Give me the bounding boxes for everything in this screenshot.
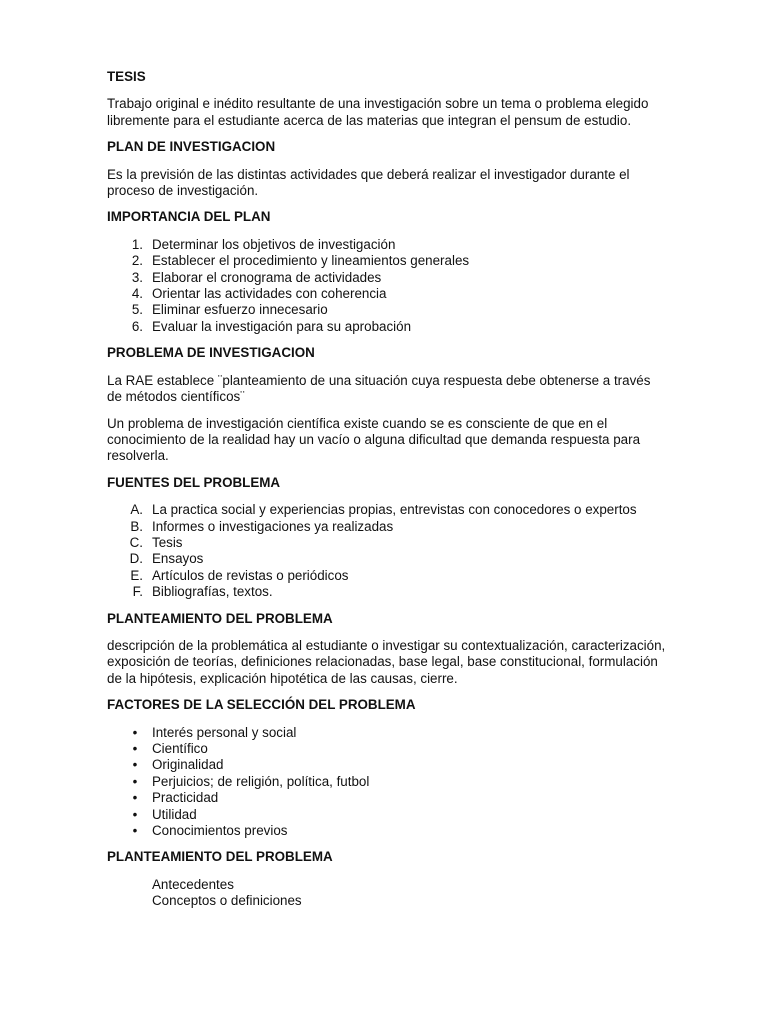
list-item-text: Eliminar esfuerzo innecesario [152,302,328,318]
document-page [107,69,667,910]
paragraph-planteamiento: descripción de la problemática al estudiante o investigar su contextualización, caracterización, exposición de teorías, definiciones relacionadas, base legal, base constitucional, formulación de la hipótesis, explicación hipotética de las causas, cierre. [107,637,666,686]
paragraph-tesis: Trabajo original e inédito resultante de una investigación sobre un tema o problema elegido libremente para el estudiante acerca de las materias que integran el pensum de estudio. [107,96,649,128]
list-item-text: Bibliografías, textos. [152,584,273,600]
list-item [107,253,667,269]
list-item-text: Originalidad [152,757,224,773]
list-item [107,757,667,773]
bullet-icon: • [132,724,138,740]
list-item-text: Evaluar la investigación para su aprobación [152,318,412,334]
list-marker: 4. [131,286,143,302]
list-item-text: Ensayos [152,551,204,567]
list-marker: D. [129,551,143,567]
indented-item: Antecedentes [152,876,234,892]
list-marker: F. [132,584,143,600]
list-item-text: Determinar los objetivos de investigación [152,236,396,252]
bullet-icon: • [132,790,138,806]
list-item-text: Conocimientos previos [152,823,288,839]
list-marker: B. [130,518,143,534]
paragraph-problema-rae: La RAE establece ¨planteamiento de una situación cuya respuesta debe obtenerse a través de métodos científicos¨ [107,372,651,405]
list-item-text: Informes o investigaciones ya realizadas [152,518,394,534]
factores-list [107,725,667,840]
heading-planteamiento-2: PLANTEAMIENTO DEL PROBLEMA [107,849,333,865]
fuentes-list [107,502,667,600]
list-item [107,823,667,839]
list-marker: 6. [131,318,143,334]
list-item [107,584,667,600]
list-item-text: Tesis [152,534,183,550]
paragraph-problema-definicion: Un problema de investigación científica existe cuando se es consciente de que en el conocimiento de la realidad hay un vacío o alguna dificultad que demanda respuesta para resolverla. [107,415,641,464]
list-item [107,519,667,535]
list-item-text: Utilidad [152,806,197,822]
heading-importancia: IMPORTANCIA DEL PLAN [107,209,271,225]
list-item [107,502,667,518]
importancia-list [107,237,667,335]
list-item [107,551,667,567]
list-item [107,568,667,584]
list-item [107,270,667,286]
heading-planteamiento: PLANTEAMIENTO DEL PROBLEMA [107,610,333,626]
indented-item: Conceptos o definiciones [152,893,302,909]
list-item-text: Establecer el procedimiento y lineamientos generales [152,253,470,269]
list-item-text: Científico [152,741,208,756]
list-item-text: Artículos de revistas o periódicos [152,567,349,583]
list-item [107,535,667,551]
heading-fuentes: FUENTES DEL PROBLEMA [107,474,281,490]
bullet-icon: • [132,757,138,773]
list-item [107,725,667,741]
list-marker: 1. [131,236,143,252]
bullet-icon: • [132,823,138,839]
list-marker: A. [130,502,143,518]
list-item [107,807,667,823]
list-item [107,741,667,757]
list-item-text: Elaborar el cronograma de actividades [152,269,382,285]
list-item [107,237,667,253]
bullet-icon: • [132,741,138,756]
heading-plan: PLAN DE INVESTIGACION [107,139,276,155]
list-item [107,286,667,302]
list-item [107,319,667,335]
list-marker: 3. [131,269,143,285]
list-marker: E. [130,567,143,583]
list-item [107,774,667,790]
list-item [107,790,667,806]
list-item-text: Practicidad [152,790,219,806]
list-item-text: Interés personal y social [152,724,297,740]
list-item-text: Perjuicios; de religión, política, futbol [152,773,370,789]
heading-factores: FACTORES DE LA SELECCIÓN DEL PROBLEMA [107,697,416,713]
list-marker: C. [129,534,143,550]
bullet-icon: • [132,806,138,822]
paragraph-plan: Es la previsión de las distintas actividades que deberá realizar el investigador durante el proceso de investigación. [107,166,630,199]
list-marker: 2. [131,253,143,269]
list-item-text: Orientar las actividades con coherencia [152,286,387,302]
heading-tesis: TESIS [107,69,146,84]
list-marker: 5. [131,302,143,318]
bullet-icon: • [132,773,138,789]
heading-problema: PROBLEMA DE INVESTIGACION [107,345,315,361]
list-item [107,302,667,318]
list-item-text: La practica social y experiencias propias, entrevistas con conocedores o expertos [152,502,637,518]
